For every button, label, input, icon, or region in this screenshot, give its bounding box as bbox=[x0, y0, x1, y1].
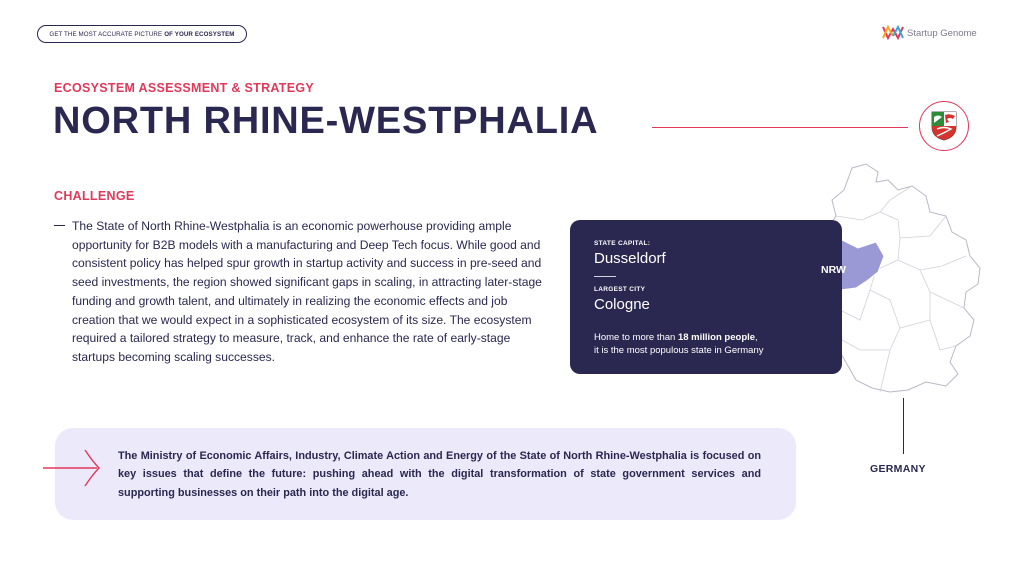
population-description bbox=[594, 331, 834, 357]
challenge-heading: CHALLENGE bbox=[54, 189, 135, 203]
section-eyebrow: ECOSYSTEM ASSESSMENT & STRATEGY bbox=[54, 81, 315, 95]
population-suffix: , bbox=[755, 332, 758, 343]
bullet-dash bbox=[54, 225, 65, 226]
challenge-text: The State of North Rhine-Westphalia is an economic powerhouse providing ample opportunity for B2B models with a manufacturing and Deep Tech focus. While good and consistent policy has helped spur growth in startup activity and success in pre-seed and seed investments, the region showed significant gaps in scaling, in attracting later-stage funding and growth talent, and ultimately in realizing the economic effects and job creation that we would expect in a sophisticated ecosystem of its size. The ecosystem required a tailored strategy to measure, track, and enhance the rate of early-stage startups becoming scaling successes. bbox=[72, 219, 542, 364]
arrow-right-icon bbox=[41, 448, 103, 488]
card-separator bbox=[594, 276, 616, 277]
population-prefix: Home to more than bbox=[594, 332, 678, 343]
page-title: NORTH RHINE-WESTPHALIA bbox=[53, 100, 599, 142]
nrw-coat-of-arms-icon bbox=[931, 111, 957, 141]
capital-value: Dusseldorf bbox=[594, 250, 666, 267]
capital-label: STATE CAPITAL: bbox=[594, 240, 651, 247]
startup-genome-logo-icon bbox=[882, 24, 904, 42]
map-pointer-line bbox=[903, 398, 904, 454]
population-bold: 18 million people bbox=[677, 332, 756, 343]
nrw-map-label: NRW bbox=[821, 264, 846, 276]
tagline-prefix: GET THE MOST ACCURATE PICTURE bbox=[49, 30, 163, 38]
tagline-bold: OF YOUR ECOSYSTEM bbox=[164, 30, 235, 38]
largest-city-value: Cologne bbox=[594, 296, 650, 313]
germany-label: GERMANY bbox=[870, 463, 926, 475]
ministry-callout bbox=[55, 428, 796, 520]
title-divider bbox=[652, 127, 908, 128]
state-info-card bbox=[570, 220, 842, 374]
startup-genome-logo[interactable] bbox=[882, 24, 977, 42]
tagline-pill bbox=[37, 25, 247, 43]
population-line2: it is the most populous state in Germany bbox=[594, 345, 764, 356]
largest-city-label: LARGEST CITY bbox=[594, 286, 646, 293]
logo-text: Startup Genome bbox=[907, 27, 977, 39]
crest-badge bbox=[919, 101, 969, 151]
callout-text: The Ministry of Economic Affairs, Industry, Climate Action and Energy of the State of North Rhine-Westphalia is focused on key issues that define the future: pushing ahead with the digital transformation of state government services and supporting businesses on their path into the digital age. bbox=[118, 450, 761, 499]
